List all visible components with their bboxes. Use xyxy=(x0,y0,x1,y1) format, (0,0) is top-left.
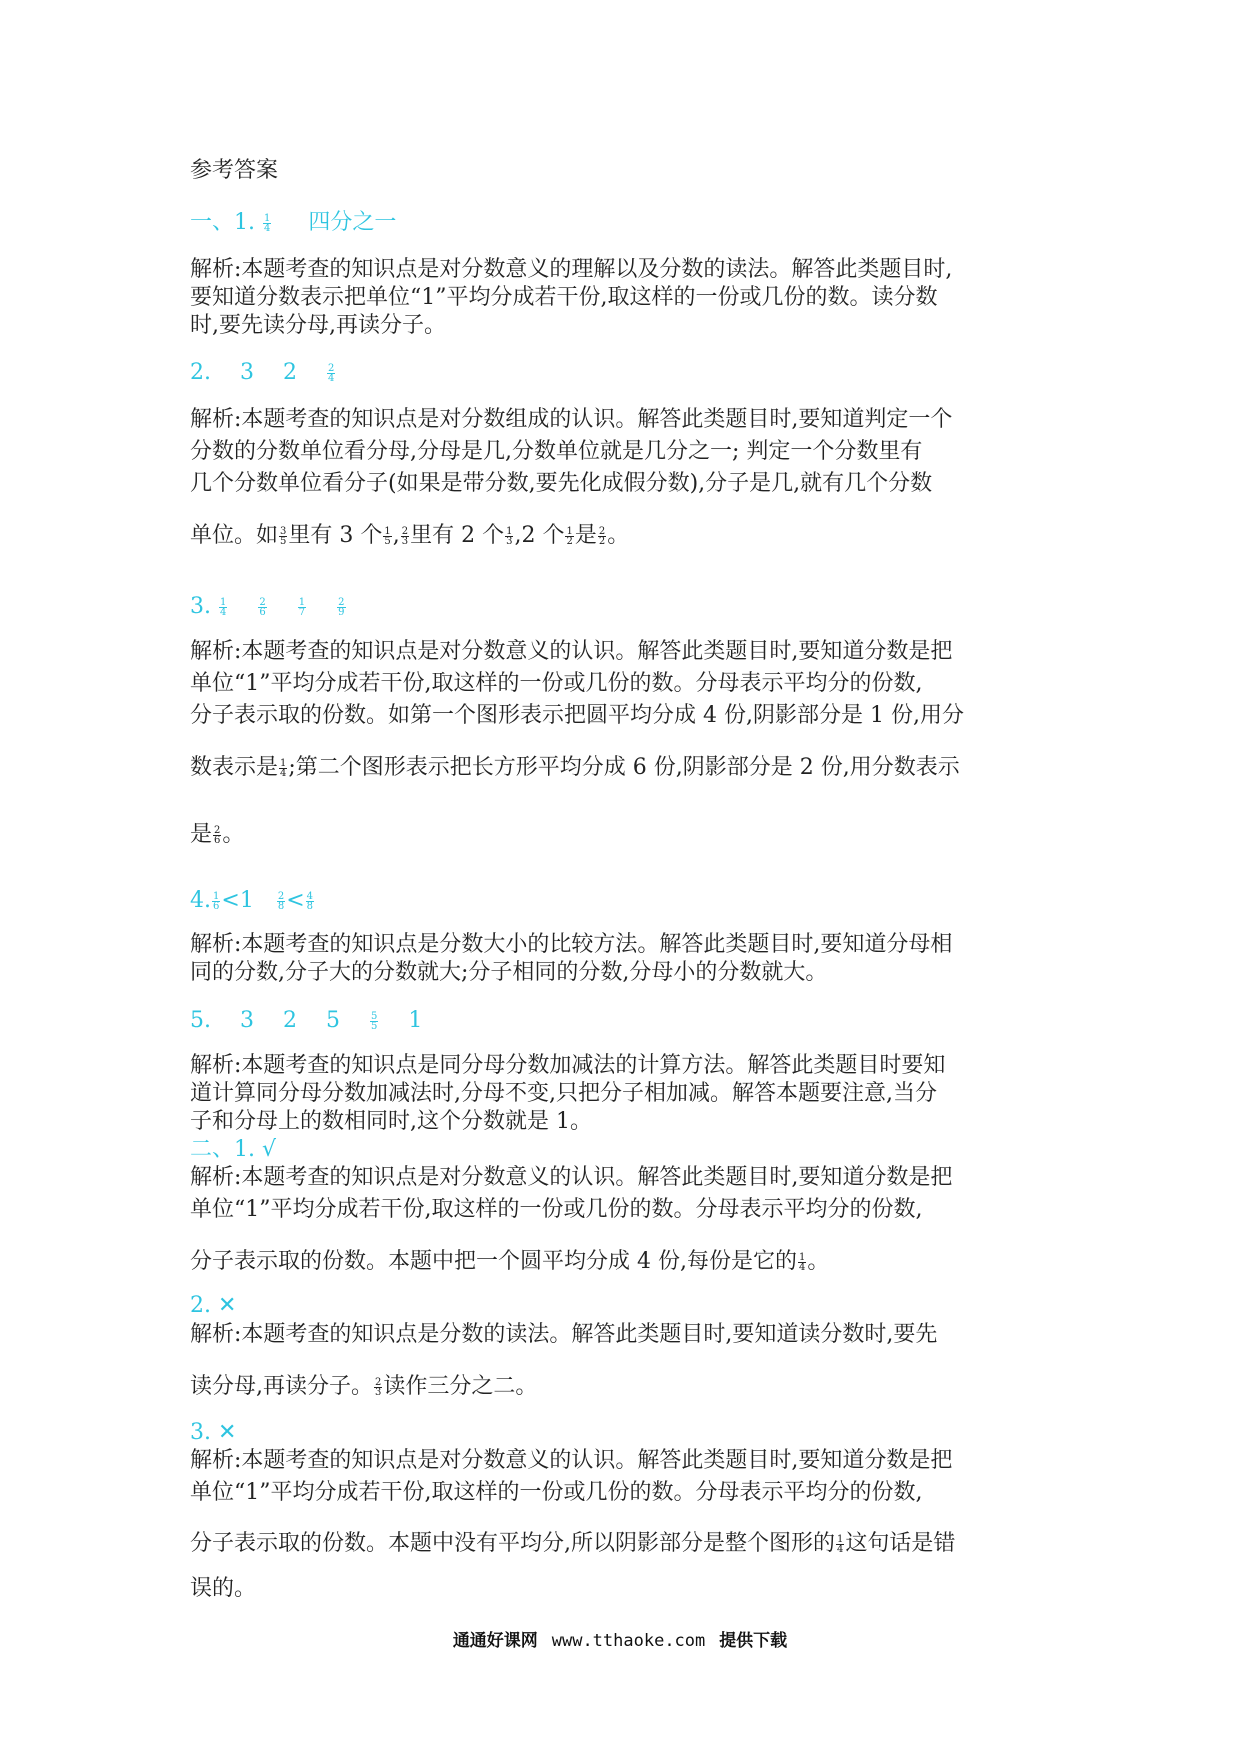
analysis-2-1-line-2: 单位“1”平均分成若干份,取这样的一份或几份的数。分母表示平均分的份数, xyxy=(190,1197,923,1222)
fraction: $\frac{2}{6}$ xyxy=(259,596,266,618)
answer-1-2 xyxy=(190,360,336,386)
analysis-1-1-line-2: 要知道分数表示把单位“1”平均分成若干份,取这样的一份或几份的数。读分数 xyxy=(190,285,938,310)
footer-suffix: 提供下载 xyxy=(719,1631,788,1651)
fraction: $\frac{4}{8}$ xyxy=(306,890,313,912)
analysis-1-1-line-1: 解析:本题考查的知识点是对分数意义的理解以及分数的读法。解答此类题目时, xyxy=(190,257,953,282)
answer-1-5 xyxy=(190,1008,422,1034)
answer-value: 1 xyxy=(408,1008,423,1033)
fraction: $\frac{5}{5}$ xyxy=(371,1010,378,1032)
fraction: $\frac{1}{2}$ xyxy=(566,525,573,547)
fraction: $\frac{2}{9}$ xyxy=(338,596,345,618)
fraction: $\frac{2}{6}$ xyxy=(214,824,221,846)
fraction: $\frac{1}{3}$ xyxy=(506,525,513,547)
analysis-1-3-line-4: 数表示是 $\frac{1}{4}$ ;第二个图形表示把长方形平均分成 6 份,阴影部分是 2 份,用分数表示 xyxy=(190,755,960,780)
page-footer xyxy=(0,1626,1240,1651)
analysis-2-1-line-1: 解析:本题考查的知识点是对分数意义的认识。解答此类题目时,要知道分数是把 xyxy=(190,1165,953,1190)
fraction: $\frac{1}{4}$ xyxy=(798,1251,806,1273)
fraction: $\frac{1}{5}$ xyxy=(384,525,391,547)
analysis-2-1-line-3: 分子表示取的份数。本题中把一个圆平均分成 4 份,每份是它的 $\frac{1}{4}$ 。 xyxy=(190,1249,830,1274)
fraction: $\frac{1}{4}$ xyxy=(837,1533,844,1555)
analysis-1-2-line-4: 单位。如 $\frac{3}{5}$ 里有 3 个 $\frac{1}{5}$ , $\frac{2}{3}$ 里有 2 个 $\frac{1}{3}$ ,2 个 $\frac{1}{2}$ 是 $\frac{2}{2}$ 。 xyxy=(190,523,630,548)
answer-2-1: 二、1. √ xyxy=(190,1137,277,1162)
footer-site-name: 通通好课网 xyxy=(452,1631,538,1651)
analysis-2-3-line-2: 单位“1”平均分成若干份,取这样的一份或几份的数。分母表示平均分的份数, xyxy=(190,1480,923,1505)
analysis-2-3-line-4: 误的。 xyxy=(190,1576,257,1601)
fraction: $\frac{2}{2}$ xyxy=(598,525,606,547)
analysis-1-5-line-3: 子和分母上的数相同时,这个分数就是 1。 xyxy=(190,1109,592,1134)
analysis-1-3-line-1: 解析:本题考查的知识点是对分数意义的认识。解答此类题目时,要知道分数是把 xyxy=(190,639,953,664)
page-title: 参考答案 xyxy=(190,158,279,183)
analysis-2-2-line-1: 解析:本题考查的知识点是分数的读法。解答此类题目时,要知道读分数时,要先 xyxy=(190,1322,938,1347)
analysis-1-2-line-3: 几个分数单位看分子(如果是带分数,要先化成假分数),分子是几,就有几个分数 xyxy=(190,471,933,496)
analysis-1-2-line-1: 解析:本题考查的知识点是对分数组成的认识。解答此类题目时,要知道判定一个 xyxy=(190,407,953,432)
answer-2-3: 3. ✕ xyxy=(190,1420,237,1445)
answer-value: 2 xyxy=(283,360,297,385)
answer-value: 1 xyxy=(239,888,254,913)
fraction: $\frac{1}{4}$ xyxy=(220,596,227,618)
fraction: $\frac{1}{4}$ xyxy=(264,212,271,234)
analysis-1-1-line-3: 时,要先读分母,再读分子。 xyxy=(190,313,446,338)
answer-label: 5. xyxy=(190,1008,211,1033)
analysis-1-5-line-2: 道计算同分母分数加减法时,分母不变,只把分子相加减。解答本题要注意,当分 xyxy=(190,1081,937,1106)
analysis-1-3-line-2: 单位“1”平均分成若干份,取这样的一份或几份的数。分母表示平均分的份数, xyxy=(190,671,923,696)
fraction: $\frac{2}{3}$ xyxy=(375,1376,382,1398)
less-than-sign: < xyxy=(286,888,305,913)
analysis-1-4-line-2: 同的分数,分子大的分数就大;分子相同的分数,分母小的分数就大。 xyxy=(190,960,828,985)
fraction: $\frac{2}{8}$ xyxy=(277,890,285,912)
fraction: $\frac{1}{7}$ xyxy=(298,596,306,618)
fraction: $\frac{2}{4}$ xyxy=(328,362,335,384)
answer-label: 一、1. xyxy=(190,210,255,235)
answer-value: 3 xyxy=(240,360,254,385)
fraction: $\frac{1}{6}$ xyxy=(213,890,220,912)
fraction: $\frac{3}{5}$ xyxy=(280,525,287,547)
analysis-1-5-line-1: 解析:本题考查的知识点是同分母分数加减法的计算方法。解答此类题目时要知 xyxy=(190,1053,946,1078)
analysis-2-2-line-2: 读分母,再读分子。 $\frac{2}{3}$ 读作三分之二。 xyxy=(190,1374,538,1399)
answer-label: 3. xyxy=(190,594,211,619)
answer-label: 2. xyxy=(190,360,211,385)
less-than-sign: < xyxy=(221,888,240,913)
answer-1-1 xyxy=(190,210,396,236)
fraction: $\frac{2}{3}$ xyxy=(401,525,409,547)
answer-1-3 xyxy=(190,594,347,620)
analysis-1-4-line-1: 解析:本题考查的知识点是分数大小的比较方法。解答此类题目时,要知道分母相 xyxy=(190,932,953,957)
answer-label: 4. xyxy=(190,888,211,913)
answer-value: 3 xyxy=(240,1008,254,1033)
analysis-1-3-line-5: 是 $\frac{2}{6}$ 。 xyxy=(190,822,245,847)
answer-word: 四分之一 xyxy=(308,210,397,235)
answer-value: 5 xyxy=(326,1008,340,1033)
fraction: $\frac{1}{4}$ xyxy=(280,757,287,779)
analysis-1-3-line-3: 分子表示取的份数。如第一个图形表示把圆平均分成 4 份,阴影部分是 1 份,用分 xyxy=(190,703,964,728)
answer-value: 2 xyxy=(283,1008,297,1033)
analysis-2-3-line-1: 解析:本题考查的知识点是对分数意义的认识。解答此类题目时,要知道分数是把 xyxy=(190,1448,953,1473)
answer-1-4 xyxy=(190,888,315,914)
footer-url-link[interactable]: www.tthaoke.com xyxy=(551,1631,706,1651)
answer-2-2: 2. ✕ xyxy=(190,1293,237,1318)
analysis-1-2-line-2: 分数的分数单位看分母,分母是几,分数单位就是几分之一; 判定一个分数里有 xyxy=(190,439,923,464)
analysis-2-3-line-3: 分子表示取的份数。本题中没有平均分,所以阴影部分是整个图形的 $\frac{1}{4}$ 这句话是错 xyxy=(190,1531,956,1556)
